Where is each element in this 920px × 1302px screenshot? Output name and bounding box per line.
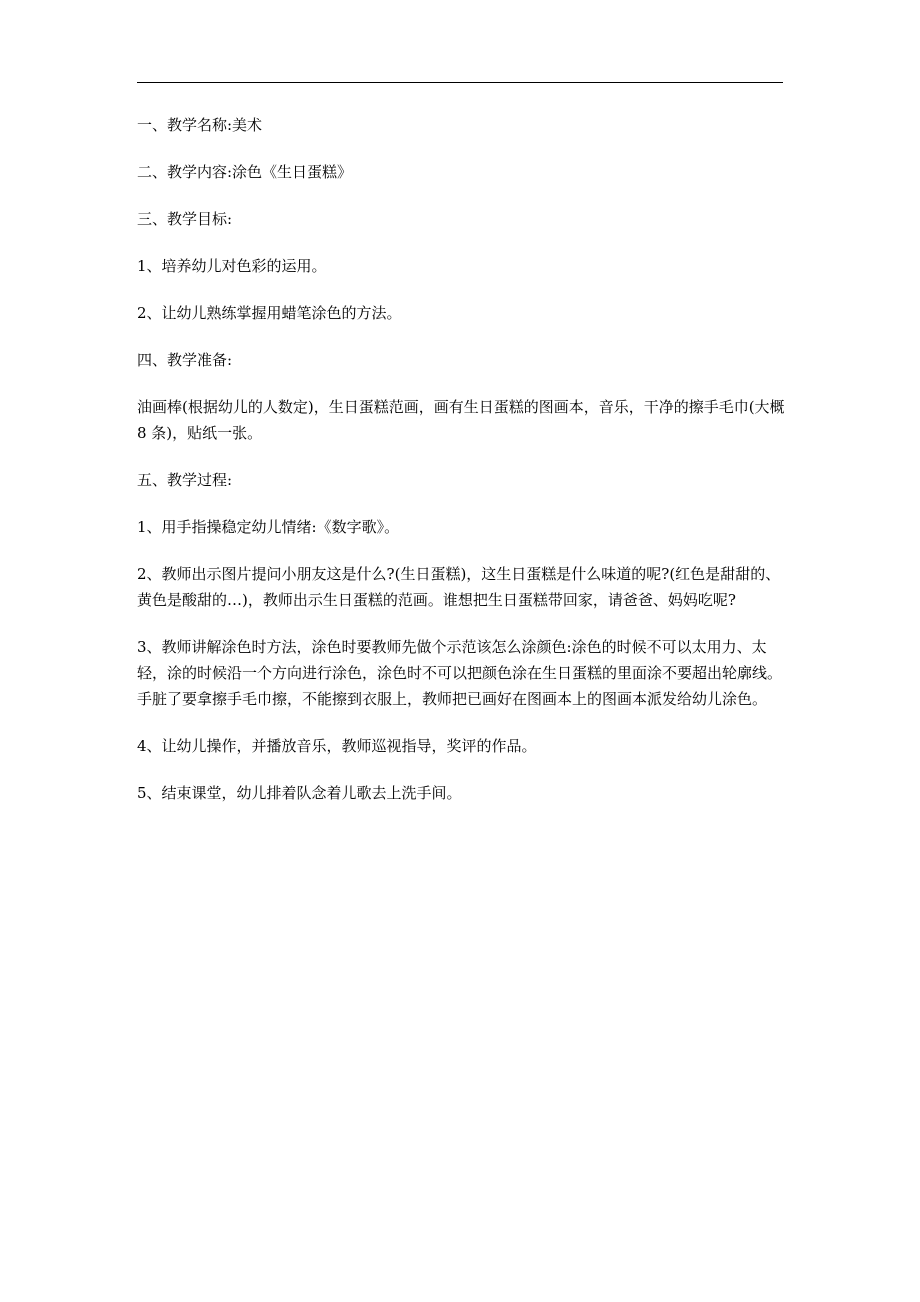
header-rule bbox=[137, 82, 783, 83]
goal-item-1: 1、培养幼儿对色彩的运用。 bbox=[137, 257, 327, 275]
process-step-5: 5、结束课堂，幼儿排着队念着儿歌去上洗手间。 bbox=[137, 784, 462, 802]
section-title-content: 二、教学内容:涂色《生日蛋糕》 bbox=[137, 163, 353, 181]
process-step-2: 2、教师出示图片提问小朋友这是什么?(生日蛋糕)，这生日蛋糕是什么味道的呢?(红色是甜甜的、黄色是酸甜的…)，教师出示生日蛋糕的范画。谁想把生日蛋糕带回家，请爸爸、妈妈吃呢? bbox=[137, 565, 781, 609]
section-title-preparation: 四、教学准备: bbox=[137, 351, 233, 369]
section-title-goals: 三、教学目标: bbox=[137, 210, 233, 228]
section-title-name: 一、教学名称:美术 bbox=[137, 116, 263, 134]
process-step-4: 4、让幼儿操作，并播放音乐，教师巡视指导，奖评的作品。 bbox=[137, 737, 537, 755]
process-step-1: 1、用手指操稳定幼儿情绪:《数字歌》。 bbox=[137, 518, 400, 536]
section-title-process: 五、教学过程: bbox=[137, 471, 233, 489]
document-body bbox=[137, 112, 790, 827]
goal-item-2: 2、让幼儿熟练掌握用蜡笔涂色的方法。 bbox=[137, 304, 402, 322]
preparation-text: 油画棒(根据幼儿的人数定)，生日蛋糕范画，画有生日蛋糕的图画本，音乐，干净的擦手毛巾(大概 8 条)，贴纸一张。 bbox=[137, 398, 790, 442]
process-step-3: 3、教师讲解涂色时方法，涂色时要教师先做个示范该怎么涂颜色:涂色的时候不可以太用力、太轻，涂的时候沿一个方向进行涂色，涂色时不可以把颜色涂在生日蛋糕的里面涂不要超出轮廓线。手脏了要拿擦手毛巾擦，不能擦到衣服上，教师把已画好在图画本上的图画本派发给幼儿涂色。 bbox=[137, 638, 783, 708]
